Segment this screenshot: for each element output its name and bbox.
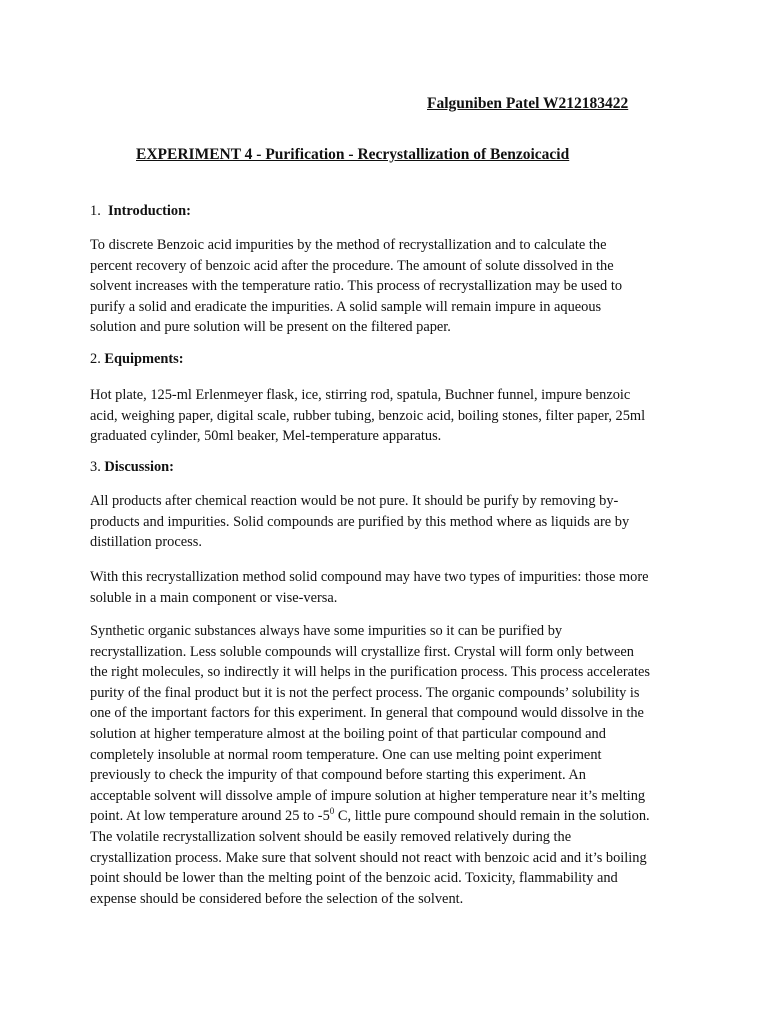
section-title: Discussion:	[104, 459, 174, 475]
text-line: All products after chemical reaction would be not pure. It should be purify by removing by-	[90, 493, 619, 509]
section-heading-equipments	[90, 351, 184, 368]
text-line: distillation process.	[90, 534, 202, 551]
section-heading-introduction	[90, 203, 191, 220]
text-line: acceptable solvent will dissolve ample of impure solution at higher temperature near it’s melting	[90, 787, 646, 804]
text-fragment: point. At low temperature around 25 to -5	[90, 808, 330, 825]
section-number: 1.	[90, 203, 101, 219]
text-line: crystallization process. Make sure that solvent should not react with benzoic acid and it’s boiling	[90, 849, 647, 866]
discussion-paragraph-2	[90, 567, 680, 608]
introduction-paragraph	[90, 235, 680, 338]
discussion-paragraph-3	[90, 621, 680, 909]
text-line: completely insoluble at normal room temperature. One can use melting point experiment	[90, 746, 602, 763]
section-number: 3.	[90, 459, 101, 475]
text-line: the right molecules, so indirectly it will helps in the purification process. This process accelerates	[90, 664, 651, 681]
text-line: The volatile recrystallization solvent should be easily removed relatively during the	[90, 828, 572, 845]
text-line: previously to check the impurity of that compound before starting this experiment. An	[90, 767, 586, 784]
text-line: acid, weighing paper, digital scale, rubber tubing, benzoic acid, boiling stones, filter paper, 25ml	[90, 407, 646, 424]
section-number: 2.	[90, 351, 101, 367]
text-line: solvent increases with the temperature ratio. This process of recrystallization may be used to	[90, 278, 623, 295]
text-line: purity of the final product but it is not the perfect process. The organic compounds’ solubility is	[90, 684, 640, 701]
equipments-paragraph	[90, 385, 680, 447]
text-line: purify a solid and eradicate the impurities. A solid sample will remain impure in aqueous	[90, 298, 602, 315]
text-line: solution at higher temperature almost at the boiling point of that particular compound and	[90, 725, 606, 742]
text-line: percent recovery of benzoic acid after the procedure. The amount of solute dissolved in the	[90, 257, 614, 274]
text-line: point should be lower than the melting point of the benzoic acid. Toxicity, flammability and	[90, 870, 618, 887]
text-line: graduated cylinder, 50ml beaker, Mel-temperature apparatus.	[90, 428, 442, 445]
text-line: products and impurities. Solid compounds are purified by this method where as liquids are by	[90, 513, 630, 530]
text-line: To discrete Benzoic acid impurities by the method of recrystallization and to calculate the	[90, 237, 607, 253]
section-heading-discussion	[90, 459, 174, 476]
document-title: EXPERIMENT 4 - Purification - Recrystallization of Benzoicacid	[136, 146, 570, 163]
text-line: Synthetic organic substances always have some impurities so it can be purified by	[90, 623, 563, 639]
text-line: one of the important factors for this experiment. In general that compound would dissolve in the	[90, 705, 644, 722]
text-line: Hot plate, 125-ml Erlenmeyer flask, ice, stirring rod, spatula, Buchner funnel, impure benzoic	[90, 387, 631, 403]
text-fragment: C, little pure compound should remain in the solution.	[334, 808, 650, 825]
section-title: Introduction:	[108, 203, 191, 219]
text-line: With this recrystallization method solid compound may have two types of impurities: those more	[90, 569, 649, 585]
author-line: Falguniben Patel W212183422	[427, 95, 629, 112]
temperature-line	[90, 806, 680, 827]
text-line: recrystallization. Less soluble compounds will crystallize first. Crystal will form only between	[90, 643, 634, 660]
text-line: solution and pure solution will be present on the filtered paper.	[90, 319, 451, 336]
section-title: Equipments:	[104, 351, 184, 367]
text-line: soluble in a main component or vise-versa.	[90, 589, 338, 606]
discussion-paragraph-1	[90, 491, 680, 553]
degree-superscript: 0	[329, 806, 335, 817]
text-line: expense should be considered before the selection of the solvent.	[90, 890, 464, 907]
